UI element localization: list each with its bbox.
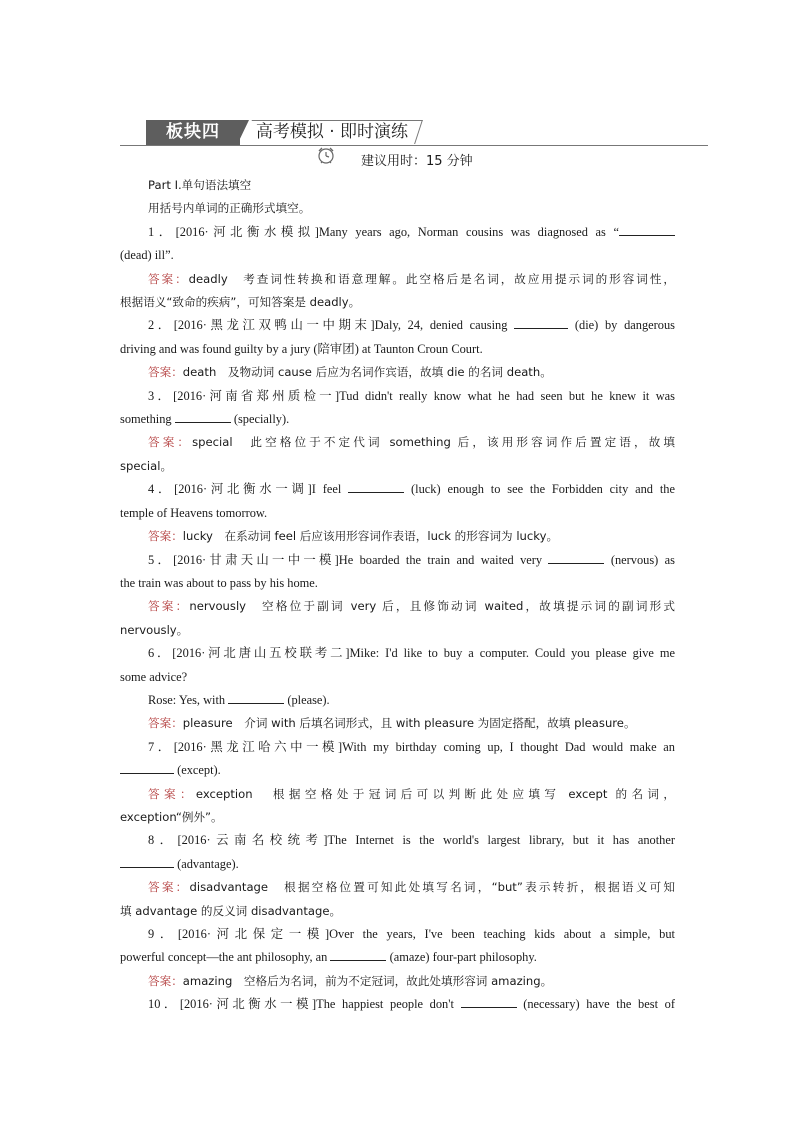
answer-blank [548, 549, 604, 564]
question-3: 3．[2016·河南省郑州质检一]Tud didn't really know what he had seen but he knew it was [148, 388, 675, 403]
question-5: 5．[2016·甘肃天山一中一模]He boarded the train and waited very (nervous) as [120, 549, 675, 572]
answer-2: 答案：death 及物动词 cause 后应为名词作宾语，故填 die 的名词 death。 [148, 365, 552, 380]
part-instruction: 用括号内单词的正确形式填空。 [148, 201, 311, 216]
answer-4: 答案：lucky 在系动词 feel 后应该用形容词作表语，luck 的形容词为 lucky。 [148, 529, 559, 544]
question-6-response: Rose: Yes, with (please). [120, 689, 675, 712]
answer-blank [175, 408, 231, 423]
question-10: 10．[2016·河北衡水一模]The happiest people don't (necessary) have the best of [120, 993, 675, 1016]
question-7: 7．[2016·黑龙江哈六中一模]With my birthday coming up, I thought Dad would make an [148, 739, 675, 754]
question-9-cont: powerful concept—the ant philosophy, an (amaze) four-part philosophy. [120, 946, 675, 969]
question-8-cont: (advantage). [120, 853, 675, 876]
part-title: Part Ⅰ.单句语法填空 [148, 178, 252, 192]
answer-1-cont: 根据语义“致命的疾病”，可知答案是 deadly。 [120, 295, 361, 310]
answer-3: 答案：special 此空格位于不定代词 something 后，该用形容词作后置定语，故填 [148, 435, 675, 450]
exercise-content [120, 174, 675, 1017]
question-1-cont: (dead) ill”. [120, 248, 174, 263]
answer-7: 答案：exception 根据空格处于冠词后可以判断此处应填写 except 的名词， [148, 786, 675, 801]
answer-5: 答案：nervously 空格位于副词 very 后，且修饰动词 waited，故填提示词的副词形式 [148, 599, 675, 614]
question-4: 4．[2016·河北衡水一调]I feel (luck) enough to see the Forbidden city and the [120, 478, 675, 501]
question-4-cont: temple of Heavens tomorrow. [120, 505, 268, 520]
answer-3-cont: special。 [120, 458, 173, 473]
suggested-time: 建议用时：15 分钟 [361, 154, 473, 169]
answer-blank [619, 221, 675, 236]
answer-9: 答案：amazing 空格后为名词，前为不定冠词，故此处填形容词 amazing。 [148, 973, 553, 988]
question-6-cont: some advice? [120, 669, 188, 684]
alarm-clock-icon [316, 145, 336, 165]
answer-blank [330, 946, 386, 961]
question-8: 8．[2016·云南名校统考]The Internet is the world's largest library, but it has another [148, 833, 675, 848]
question-2-cont: driving and was found guilty by a jury (陪审团) at Taunton Croun Court. [120, 341, 483, 356]
question-5-cont: the train was about to pass by his home. [120, 575, 318, 590]
question-2: 2．[2016·黑龙江双鸭山一中期末]Daly, 24, denied causing (die) by dangerous [120, 314, 675, 337]
question-1: 1．[2016·河北衡水模拟]Many years ago, Norman cousins was diagnosed as “ [120, 221, 675, 244]
answer-blank [514, 314, 568, 329]
question-9: 9．[2016·河北保定一模]Over the years, I've been teaching kids about a simple, but [148, 927, 675, 941]
question-6: 6．[2016·河北唐山五校联考二]Mike: I'd like to buy a computer. Could you please give me [148, 646, 675, 661]
answer-1: 答案：deadly 考查词性转换和语意理解。此空格后是名词，故应用提示词的形容词性， [148, 271, 675, 286]
answer-blank [120, 853, 174, 868]
answer-6: 答案：pleasure 介词 with 后填名词形式，且 with pleasure 为固定搭配，故填 pleasure。 [148, 716, 636, 731]
header-rule [120, 145, 708, 146]
question-7-cont: (except). [120, 759, 675, 782]
answer-8: 答案：disadvantage 根据空格位置可知此处填写名词，“but”表示转折，根据语义可知 [148, 880, 675, 895]
answer-8-cont: 填 advantage 的反义词 disadvantage。 [120, 903, 342, 918]
answer-blank [461, 993, 517, 1008]
section-header [120, 118, 708, 146]
section-title: 高考模拟 · 即时演练 [255, 122, 409, 142]
answer-7-cont: exception“例外”。 [120, 809, 223, 824]
answer-5-cont: nervously。 [120, 622, 189, 637]
answer-blank [348, 478, 404, 493]
answer-blank [228, 689, 284, 704]
answer-blank [120, 759, 174, 774]
question-3-cont: something (specially). [120, 408, 675, 431]
section-title-tab [244, 120, 423, 144]
section-tag: 板块四 [146, 120, 240, 145]
